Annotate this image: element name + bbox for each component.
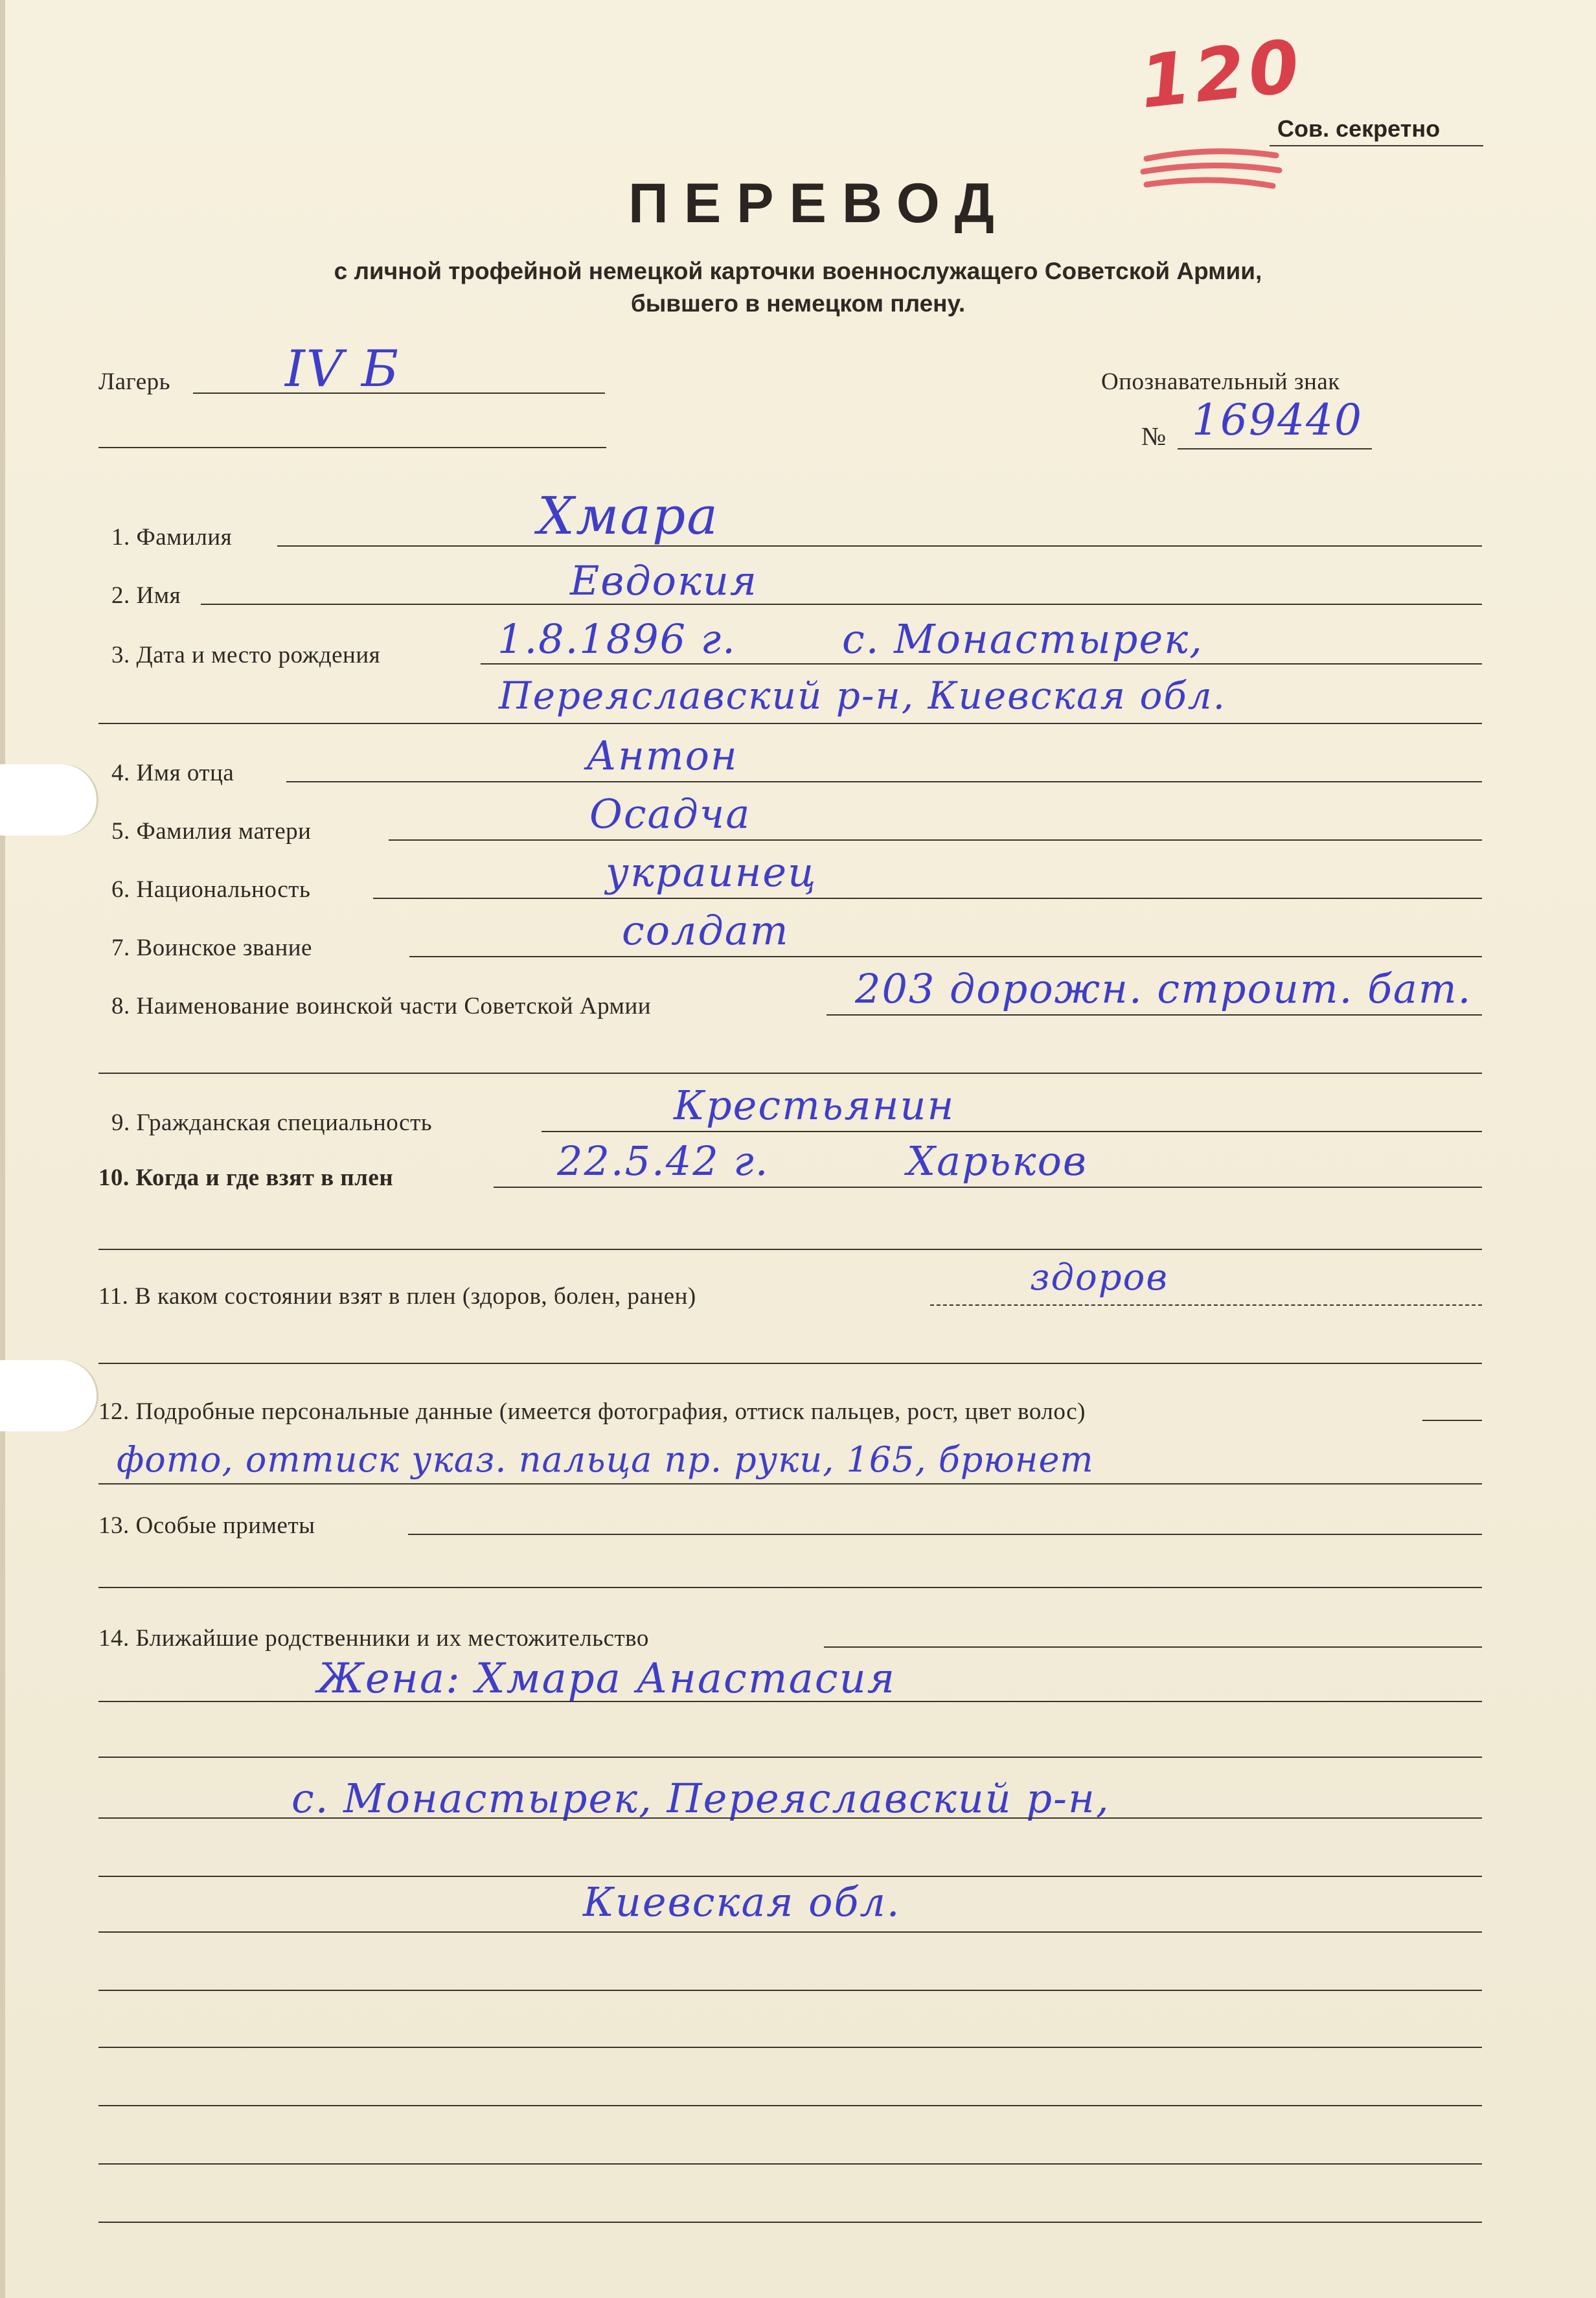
field-13-line-2 (98, 1587, 1482, 1588)
field-14-line-11 (98, 2222, 1482, 2223)
field-11-line (930, 1304, 1482, 1306)
document-subtitle-line2: бывшего в немецком плену. (630, 290, 966, 317)
punch-hole-bottom (0, 1360, 98, 1431)
field-4-value: Антон (586, 732, 738, 779)
field-5-label: 5. Фамилия матери (111, 818, 312, 845)
field-14-relative: Жена: Хмара Анастасия (317, 1655, 896, 1703)
field-12-line-2 (98, 1483, 1482, 1485)
field-14-line-5 (98, 1876, 1482, 1877)
field-11-value: здоров (1030, 1257, 1168, 1299)
field-4-line (286, 781, 1482, 782)
field-1-value: Хмара (538, 486, 719, 546)
document-title: ПЕРЕВОД (628, 172, 1010, 234)
field-10-line (494, 1187, 1482, 1188)
handwritten-stamp-number: 120 (1135, 24, 1307, 125)
field-7-value: солдат (622, 907, 790, 954)
field-8-label: 8. Наименование воинской части Советской Армии (111, 993, 652, 1019)
field-7-label: 7. Воинское звание (111, 935, 312, 961)
field-3-date: 1.8.1896 г. (497, 615, 736, 663)
field-8-line (826, 1014, 1482, 1016)
field-8-line-2 (98, 1073, 1482, 1074)
secrecy-underline (1270, 145, 1483, 146)
field-14-label: 14. Ближайшие родственники и их местожительство (98, 1625, 649, 1652)
field-10-label: 10. Когда и где взят в плен (98, 1165, 394, 1191)
field-1-label: 1. Фамилия (111, 524, 233, 551)
field-14-line-7 (98, 1990, 1482, 1991)
field-14-address-1: с. Монастырек, Переяславский р-н, (291, 1775, 1110, 1822)
field-14-line-10 (98, 2163, 1482, 2165)
field-9-label: 9. Гражданская специальность (111, 1109, 433, 1136)
field-11-label: 11. В каком состоянии взят в плен (здоров, болен, ранен) (98, 1283, 696, 1310)
field-14-line-4 (98, 1817, 1482, 1819)
field-14-line (824, 1646, 1482, 1648)
field-10-place: Харьков (907, 1137, 1088, 1185)
camp-label: Лагерь (98, 369, 171, 395)
field-9-value: Крестьянин (674, 1082, 955, 1129)
field-14-line-8 (98, 2047, 1482, 2048)
field-9-line (542, 1131, 1482, 1132)
red-pencil-scribble (1140, 146, 1282, 198)
field-14-line-3 (98, 1757, 1482, 1758)
document-subtitle-line1: с личной трофейной немецкой карточки военнослужащего Советской Армии, (334, 258, 1262, 284)
paper-edge (0, 0, 5, 2298)
id-tag-label: Опознавательный знак (1101, 369, 1340, 395)
field-13-label: 13. Особые приметы (98, 1512, 315, 1539)
field-12-value: фото, оттиск указ. пальца пр. руки, 165, брюнет (117, 1439, 1094, 1480)
field-2-label: 2. Имя (111, 582, 181, 609)
field-5-line (389, 839, 1482, 841)
field-13-line (408, 1534, 1482, 1535)
field-3-line (481, 663, 1482, 665)
field-14-line-2 (98, 1701, 1482, 1702)
field-5-value: Осадча (589, 790, 751, 837)
field-1-line (277, 545, 1482, 547)
field-3-label: 3. Дата и место рождения (111, 642, 381, 668)
field-4-label: 4. Имя отца (111, 760, 234, 786)
field-6-line (373, 898, 1482, 899)
camp-value: IV Б (285, 340, 400, 398)
field-14-line-9 (98, 2105, 1482, 2106)
field-8-value: 203 дорожн. строит. бат. (855, 965, 1472, 1012)
id-tag-line (1178, 448, 1372, 449)
field-12-line (1422, 1420, 1482, 1421)
field-14-address-2: Киевская обл. (583, 1878, 901, 1926)
id-tag-number-sign: № (1141, 422, 1167, 451)
id-tag-value: 169440 (1192, 395, 1363, 445)
field-3-line2: Переяславский р-н, Киевская обл. (499, 674, 1227, 718)
field-10-line-2 (98, 1249, 1482, 1250)
field-12-label: 12. Подробные персональные данные (имеется фотография, оттиск пальцев, рост, цвет волос) (98, 1398, 1086, 1425)
field-14-line-6 (98, 1931, 1482, 1933)
field-3-place: с. Монастырек, (842, 615, 1203, 663)
field-11-line-2 (98, 1363, 1482, 1364)
camp-line-2 (98, 447, 606, 448)
field-2-line (201, 604, 1482, 605)
field-2-value: Евдокия (570, 557, 758, 604)
punch-hole-top (0, 764, 98, 836)
field-6-label: 6. Национальность (111, 876, 311, 903)
field-7-line (409, 956, 1482, 957)
secrecy-label: Сов. секретно (1277, 115, 1441, 142)
field-3-line-2 (98, 723, 1482, 724)
field-6-value: украинец (606, 848, 817, 896)
field-10-date: 22.5.42 г. (557, 1137, 770, 1185)
